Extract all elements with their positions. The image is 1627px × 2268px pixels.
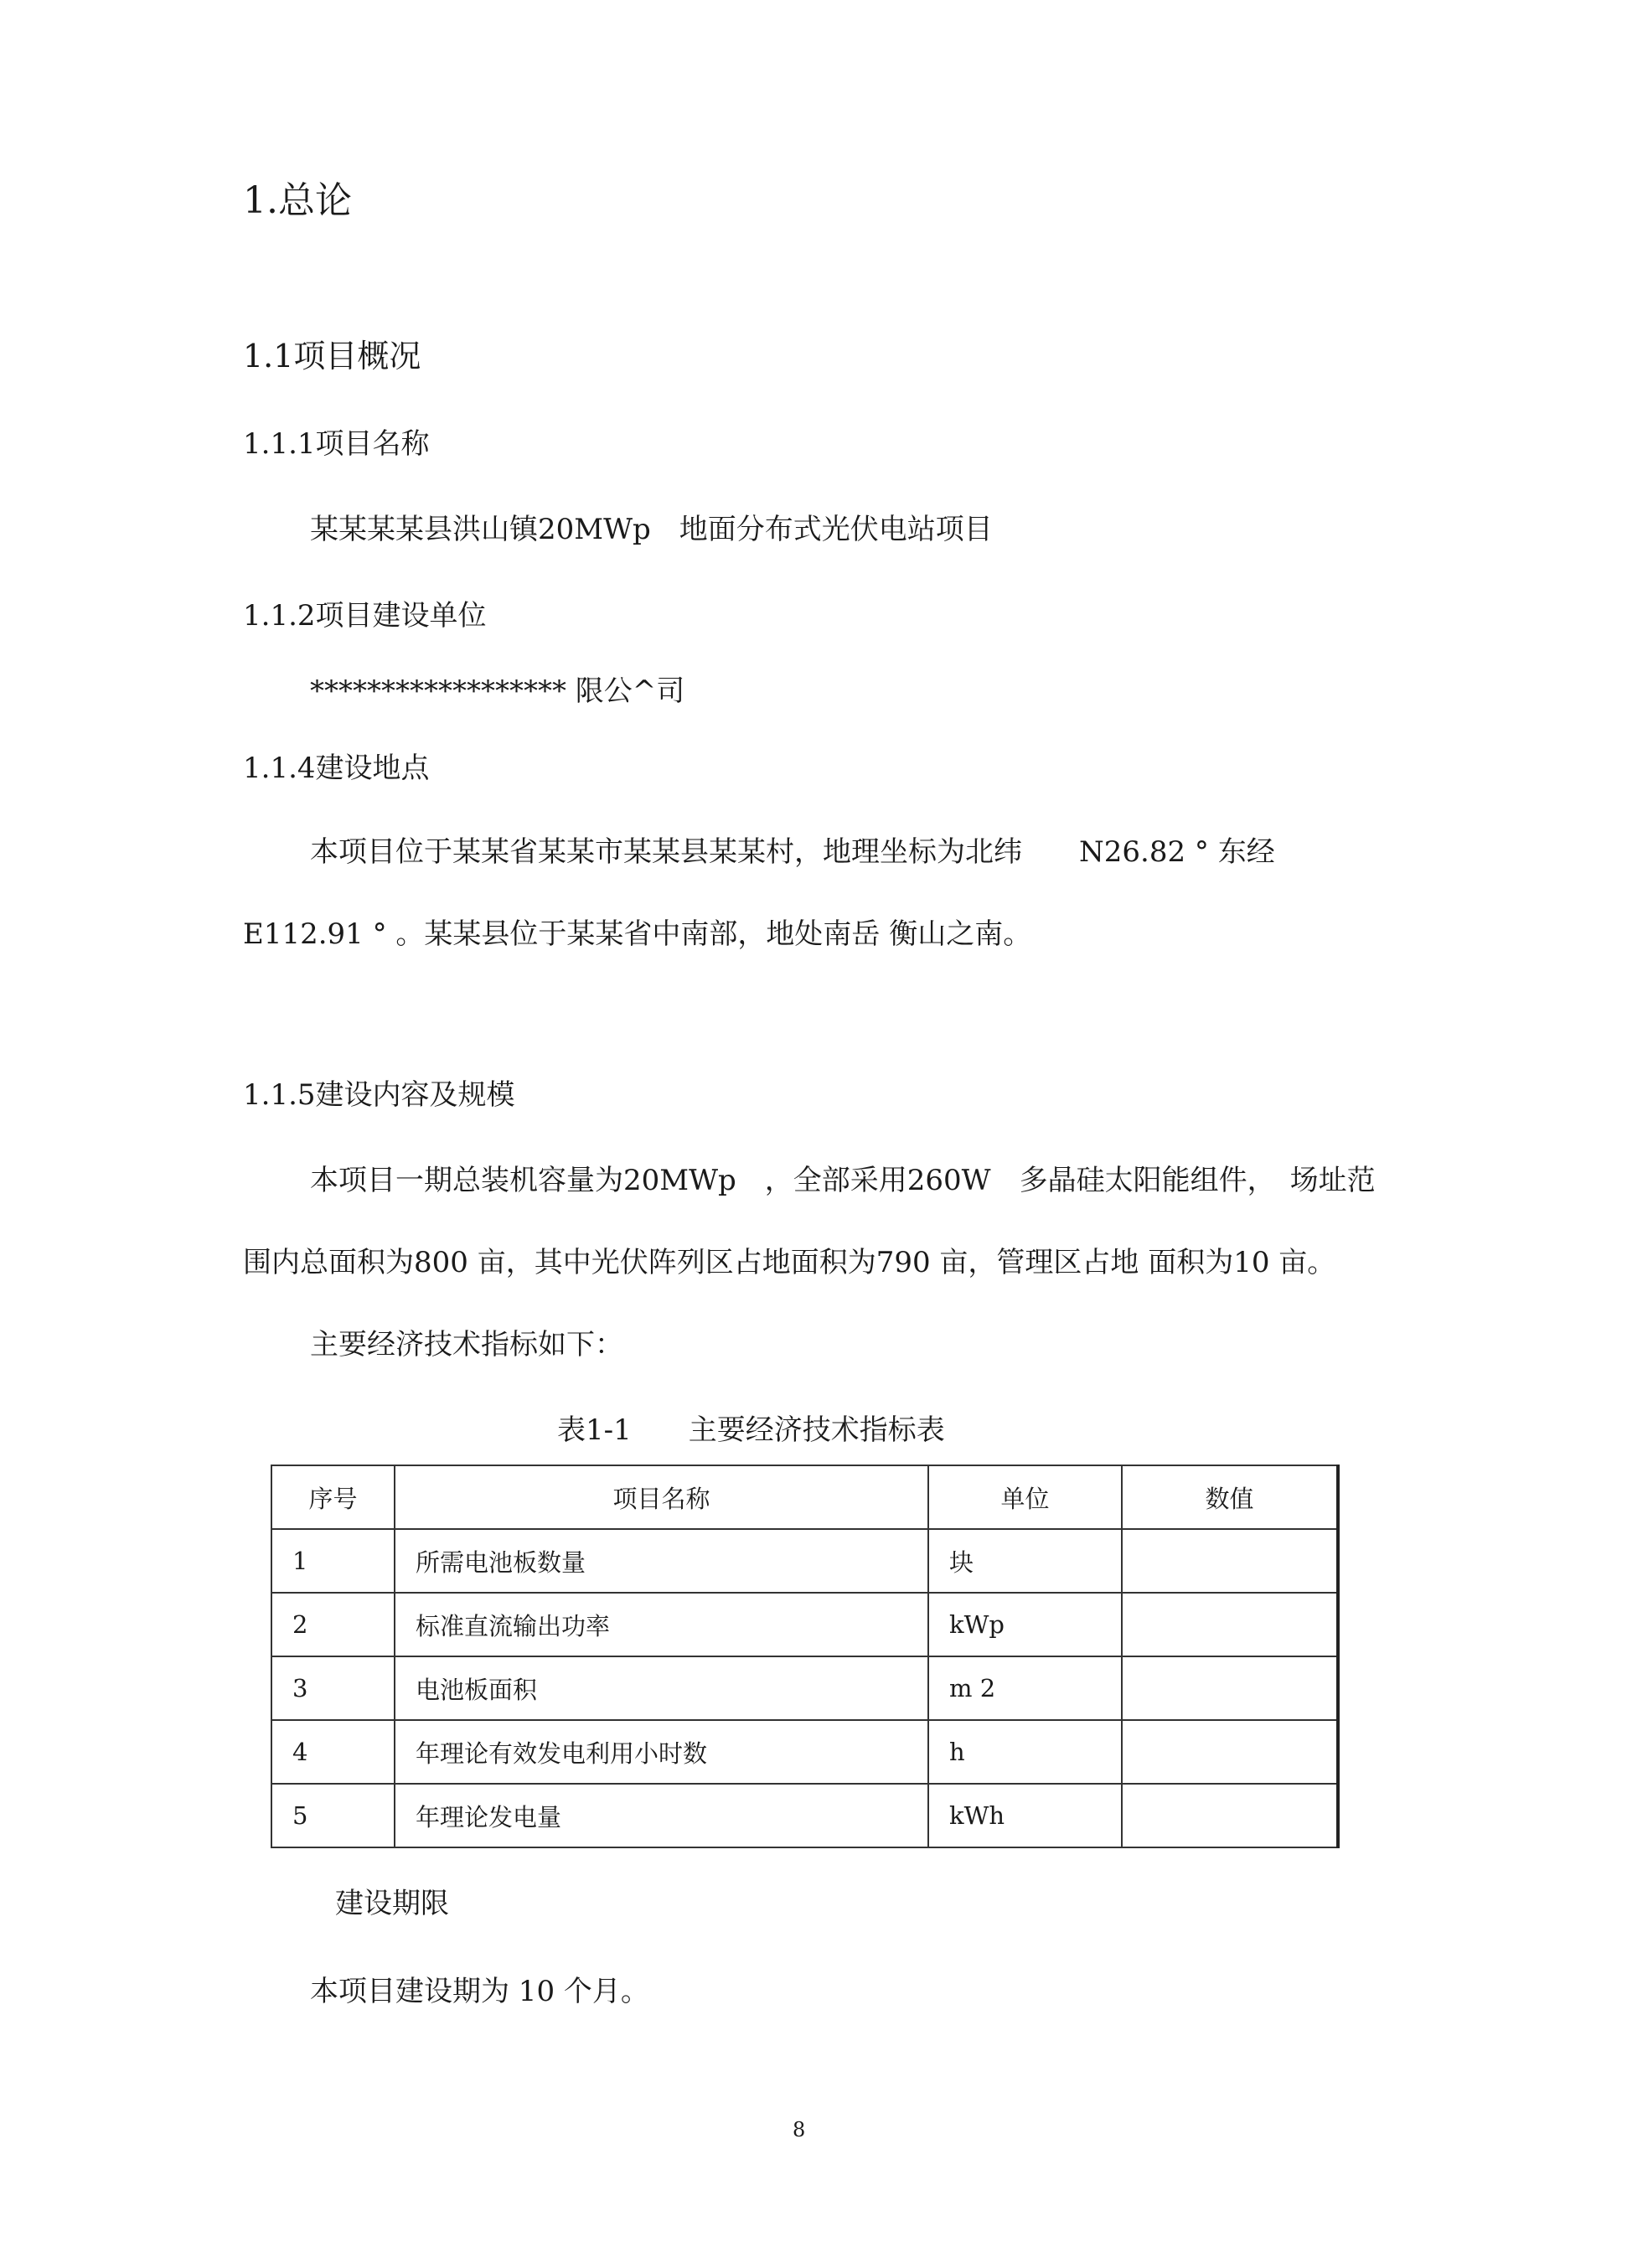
header-cell-no: 序号: [271, 1465, 395, 1529]
cell-value: [1122, 1529, 1338, 1593]
table-header-row: [271, 1465, 1338, 1529]
indicators-table: [271, 1465, 1340, 1848]
header-cell-unit: 单位: [928, 1465, 1122, 1529]
cell-no: 4: [271, 1720, 395, 1784]
cell-unit: m 2: [928, 1656, 1122, 1720]
table-row: [271, 1720, 1338, 1784]
cell-value: [1122, 1720, 1338, 1784]
cell-name: 标准直流输出功率: [395, 1593, 928, 1656]
cell-name: 年理论发电量: [395, 1784, 928, 1847]
page-number: 8: [793, 2118, 806, 2141]
construction-period-heading: 建设期限: [335, 1887, 449, 1920]
cell-unit: kWp: [928, 1593, 1122, 1656]
location-text-line-2: E112.91 ° 。某某县位于某某省中南部，地处南岳 衡山之南。: [243, 917, 1032, 951]
header-cell-name: 项目名称: [395, 1465, 928, 1529]
table-row: [271, 1593, 1338, 1656]
cell-no: 2: [271, 1593, 395, 1656]
construction-period-text: 本项目建设期为 10 个月。: [310, 1975, 649, 2008]
cell-value: [1122, 1784, 1338, 1847]
section-heading-1-1-5: 1.1.5建设内容及规模: [243, 1078, 515, 1112]
cell-unit: h: [928, 1720, 1122, 1784]
table-row: [271, 1529, 1338, 1593]
cell-value: [1122, 1656, 1338, 1720]
section-heading-1-1-2: 1.1.2项目建设单位: [243, 599, 487, 633]
section-heading-1-1-1: 1.1.1项目名称: [243, 427, 430, 461]
project-name-text: 某某某某县洪山镇20MWp 地面分布式光伏电站项目: [310, 513, 993, 546]
section-heading-1-1-4: 1.1.4建设地点: [243, 752, 430, 785]
section-heading-1-1: 1.1项目概况: [243, 338, 421, 375]
cell-name: 所需电池板数量: [395, 1529, 928, 1593]
cell-name: 电池板面积: [395, 1656, 928, 1720]
table-row: [271, 1784, 1338, 1847]
table-caption: 表1-1 主要经济技术指标表: [557, 1413, 945, 1447]
location-text-line-1: 本项目位于某某省某某市某某县某某村，地理坐标为北纬 N26.82 ° 东经: [310, 835, 1275, 869]
cell-no: 5: [271, 1784, 395, 1847]
scale-text-line-2: 围内总面积为800 亩，其中光伏阵列区占地面积为790 亩，管理区占地 面积为10 亩。: [243, 1246, 1336, 1279]
cell-name: 年理论有效发电利用小时数: [395, 1720, 928, 1784]
section-heading-1: 1.总论: [243, 179, 352, 222]
table-row: [271, 1656, 1338, 1720]
scale-text-line-1: 本项目一期总装机容量为20MWp ，全部采用260W 多晶硅太阳能组件， 场址范: [310, 1164, 1376, 1197]
cell-unit: 块: [928, 1529, 1122, 1593]
cell-value: [1122, 1593, 1338, 1656]
header-cell-value: 数值: [1122, 1465, 1338, 1529]
cell-unit: kWh: [928, 1784, 1122, 1847]
builder-text: ****************** 限公^司: [310, 674, 685, 708]
indicators-intro-text: 主要经济技术指标如下：: [310, 1328, 623, 1361]
cell-no: 1: [271, 1529, 395, 1593]
cell-no: 3: [271, 1656, 395, 1720]
